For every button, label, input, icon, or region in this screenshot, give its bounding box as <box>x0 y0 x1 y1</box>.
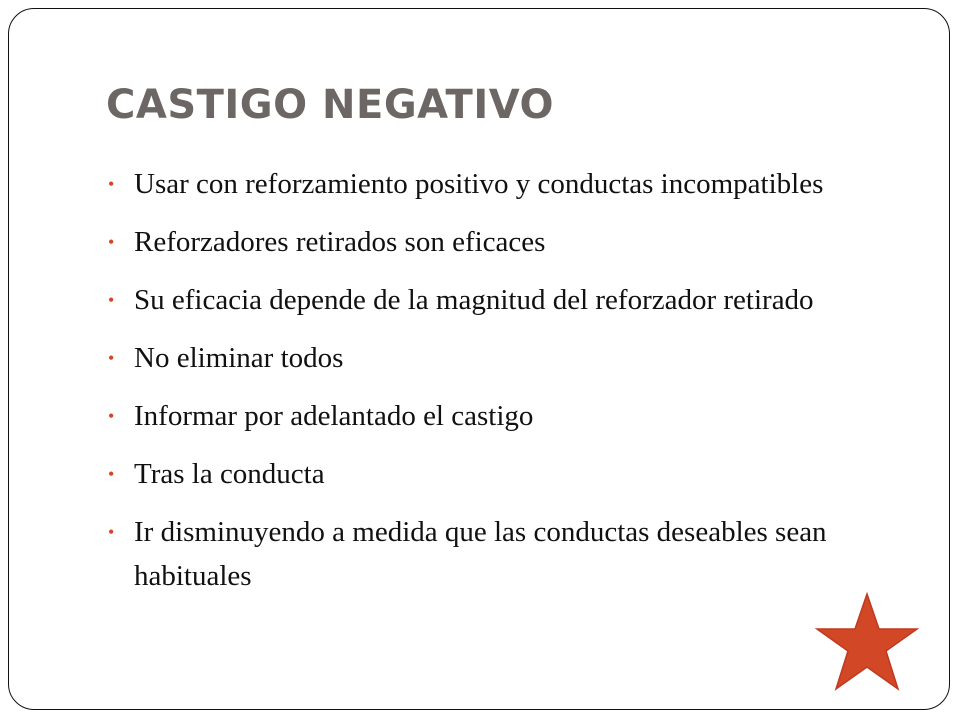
bullet-marker-icon: • <box>108 174 115 194</box>
list-item <box>106 162 836 206</box>
list-item <box>106 452 836 496</box>
bullet-marker-icon: • <box>108 232 115 252</box>
star-polygon <box>817 594 917 689</box>
list-item <box>106 220 836 264</box>
bullet-marker-icon: • <box>108 290 115 310</box>
star-shape <box>815 592 919 692</box>
bullet-text: Ir disminuyendo a medida que las conductas deseables sean habituales <box>134 516 827 592</box>
bullet-marker-icon: • <box>108 348 115 368</box>
bullet-text: Su eficacia depende de la magnitud del reforzador retirado <box>134 284 814 316</box>
list-item <box>106 336 836 380</box>
bullet-text: No eliminar todos <box>134 342 344 374</box>
bullet-list <box>106 162 836 612</box>
bullet-text: Informar por adelantado el castigo <box>134 400 534 432</box>
bullet-marker-icon: • <box>108 406 115 426</box>
bullet-marker-icon: • <box>108 522 115 542</box>
bullet-marker-icon: • <box>108 464 115 484</box>
list-item <box>106 278 836 322</box>
bullet-text: Usar con reforzamiento positivo y conductas incompatibles <box>134 168 824 200</box>
bullet-text: Tras la conducta <box>134 458 325 490</box>
slide-title: CASTIGO NEGATIVO <box>106 82 554 128</box>
star-icon <box>815 592 919 692</box>
bullet-text: Reforzadores retirados son eficaces <box>134 226 546 258</box>
list-item <box>106 510 836 598</box>
list-item <box>106 394 836 438</box>
